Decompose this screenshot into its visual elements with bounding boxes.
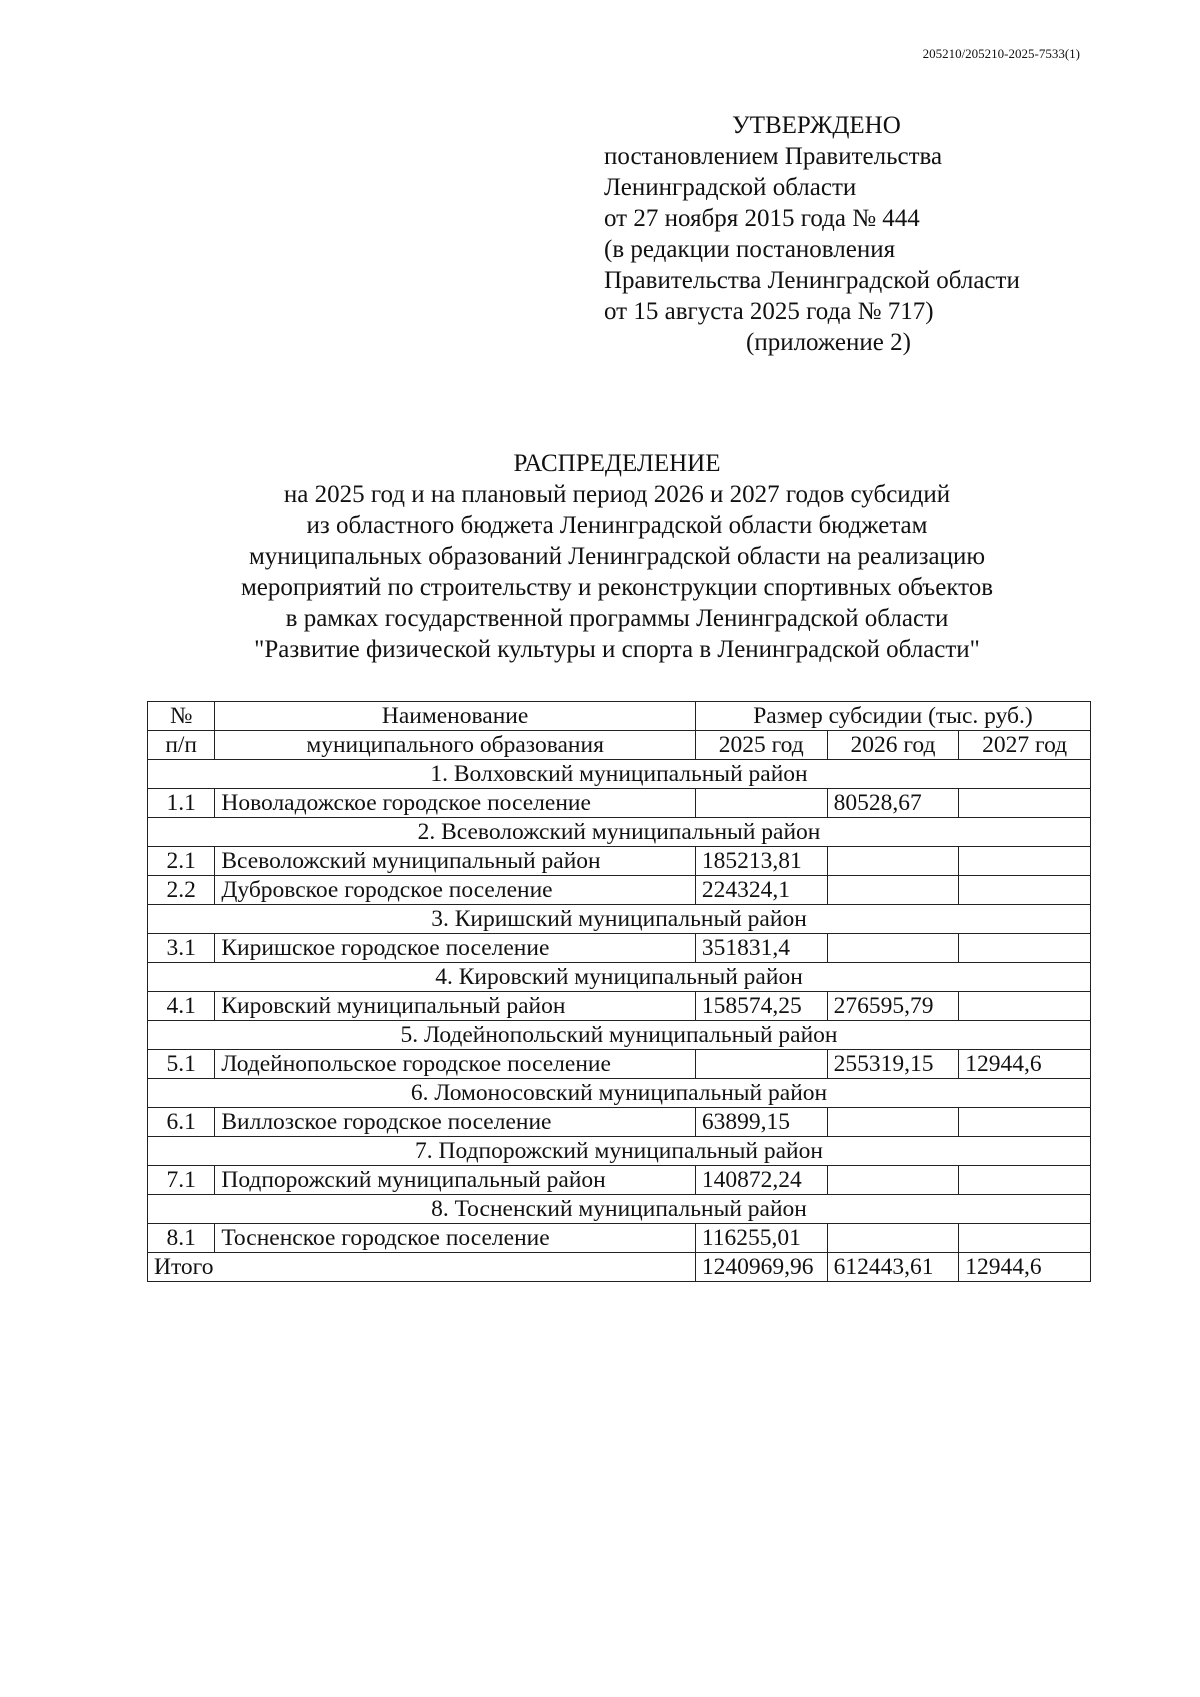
- table-row: [148, 1166, 1091, 1195]
- total-2027: 12944,6: [959, 1253, 1091, 1282]
- header-num-sub: п/п: [148, 731, 215, 760]
- row-number: 4.1: [148, 992, 215, 1021]
- approval-line: от 27 ноября 2015 года № 444: [604, 205, 920, 232]
- document-title: [0, 448, 1200, 665]
- approval-line: Правительства Ленинградской области: [604, 267, 1020, 294]
- district-row: [148, 1079, 1091, 1108]
- header-name: Наименование: [215, 702, 696, 731]
- table-row: [148, 847, 1091, 876]
- header-year: 2025 год: [695, 731, 827, 760]
- header-year: 2027 год: [959, 731, 1091, 760]
- row-number: 2.1: [148, 847, 215, 876]
- title-line: мероприятий по строительству и реконструкции спортивных объектов: [240, 574, 994, 601]
- value-2027: [959, 876, 1091, 905]
- value-2027: [959, 1166, 1091, 1195]
- total-label: Итого: [148, 1253, 696, 1282]
- district-row: [148, 760, 1091, 789]
- value-2026: 276595,79: [827, 992, 959, 1021]
- table-row: [148, 992, 1091, 1021]
- district-name: 8. Тосненский муниципальный район: [148, 1195, 1091, 1224]
- table-body: [148, 760, 1091, 1253]
- district-row: [148, 963, 1091, 992]
- approval-line: (в редакции постановления: [604, 236, 896, 263]
- title-line: муниципальных образований Ленинградской области на реализацию: [248, 543, 986, 570]
- title-line: "Развитие физической культуры и спорта в Ленинградской области": [254, 636, 980, 663]
- municipality-name: Тосненское городское поселение: [215, 1224, 696, 1253]
- row-number: 6.1: [148, 1108, 215, 1137]
- header-num: №: [148, 702, 215, 731]
- value-2026: [827, 1108, 959, 1137]
- municipality-name: Кировский муниципальный район: [215, 992, 696, 1021]
- district-row: [148, 818, 1091, 847]
- value-2025: 351831,4: [695, 934, 827, 963]
- value-2027: 12944,6: [959, 1050, 1091, 1079]
- municipality-name: Лодейнопольское городское поселение: [215, 1050, 696, 1079]
- total-2026: 612443,61: [827, 1253, 959, 1282]
- municipality-name: Киришское городское поселение: [215, 934, 696, 963]
- approval-line: от 15 августа 2025 года № 717): [604, 298, 934, 325]
- header-subsidy: Размер субсидии (тыс. руб.): [695, 702, 1090, 731]
- district-name: 4. Кировский муниципальный район: [148, 963, 1091, 992]
- district-name: 7. Подпорожский муниципальный район: [148, 1137, 1091, 1166]
- row-number: 2.2: [148, 876, 215, 905]
- value-2025: [695, 1050, 827, 1079]
- value-2026: [827, 847, 959, 876]
- value-2025: 224324,1: [695, 876, 827, 905]
- title-main: РАСПРЕДЕЛЕНИЕ: [513, 450, 721, 477]
- district-name: 1. Волховский муниципальный район: [148, 760, 1091, 789]
- district-row: [148, 1021, 1091, 1050]
- value-2026: [827, 876, 959, 905]
- title-line: в рамках государственной программы Ленинградской области: [285, 605, 949, 632]
- municipality-name: Новоладожское городское поселение: [215, 789, 696, 818]
- district-name: 2. Всеволожский муниципальный район: [148, 818, 1091, 847]
- row-number: 3.1: [148, 934, 215, 963]
- value-2027: [959, 789, 1091, 818]
- row-number: 8.1: [148, 1224, 215, 1253]
- value-2027: [959, 934, 1091, 963]
- district-row: [148, 905, 1091, 934]
- table-row: [148, 934, 1091, 963]
- municipality-name: Дубровское городское поселение: [215, 876, 696, 905]
- table-row: [148, 1050, 1091, 1079]
- total-2025: 1240969,96: [695, 1253, 827, 1282]
- value-2026: [827, 1166, 959, 1195]
- value-2025: 185213,81: [695, 847, 827, 876]
- title-line: из областного бюджета Ленинградской области бюджетам: [306, 512, 928, 539]
- district-row: [148, 1195, 1091, 1224]
- approval-appendix: (приложение 2): [746, 329, 911, 356]
- municipality-name: Виллозское городское поселение: [215, 1108, 696, 1137]
- value-2026: [827, 934, 959, 963]
- municipality-name: Подпорожский муниципальный район: [215, 1166, 696, 1195]
- value-2025: 116255,01: [695, 1224, 827, 1253]
- approval-line: постановлением Правительства: [604, 143, 943, 170]
- total-row: [148, 1253, 1091, 1282]
- value-2027: [959, 1224, 1091, 1253]
- value-2025: 140872,24: [695, 1166, 827, 1195]
- table-row: [148, 789, 1091, 818]
- value-2027: [959, 847, 1091, 876]
- value-2027: [959, 992, 1091, 1021]
- municipality-name: Всеволожский муниципальный район: [215, 847, 696, 876]
- row-number: 5.1: [148, 1050, 215, 1079]
- table-row: [148, 1108, 1091, 1137]
- approval-stamp: [604, 110, 1124, 358]
- value-2025: 158574,25: [695, 992, 827, 1021]
- approval-head: УТВЕРЖДЕНО: [732, 112, 901, 139]
- value-2026: 255319,15: [827, 1050, 959, 1079]
- district-name: 3. Киришский муниципальный район: [148, 905, 1091, 934]
- district-name: 5. Лодейнопольский муниципальный район: [148, 1021, 1091, 1050]
- row-number: 7.1: [148, 1166, 215, 1195]
- value-2025: [695, 789, 827, 818]
- district-row: [148, 1137, 1091, 1166]
- document-id: 205210/205210-2025-7533(1): [922, 46, 1080, 61]
- header-name-sub: муниципального образования: [215, 731, 696, 760]
- table-row: [148, 1224, 1091, 1253]
- header-year: 2026 год: [827, 731, 959, 760]
- value-2027: [959, 1108, 1091, 1137]
- title-line: на 2025 год и на плановый период 2026 и 2027 годов субсидий: [283, 481, 951, 508]
- district-name: 6. Ломоносовский муниципальный район: [148, 1079, 1091, 1108]
- row-number: 1.1: [148, 789, 215, 818]
- value-2026: [827, 1224, 959, 1253]
- approval-line: Ленинградской области: [604, 174, 857, 201]
- distribution-table: [147, 701, 1091, 1282]
- value-2025: 63899,15: [695, 1108, 827, 1137]
- value-2026: 80528,67: [827, 789, 959, 818]
- table-row: [148, 876, 1091, 905]
